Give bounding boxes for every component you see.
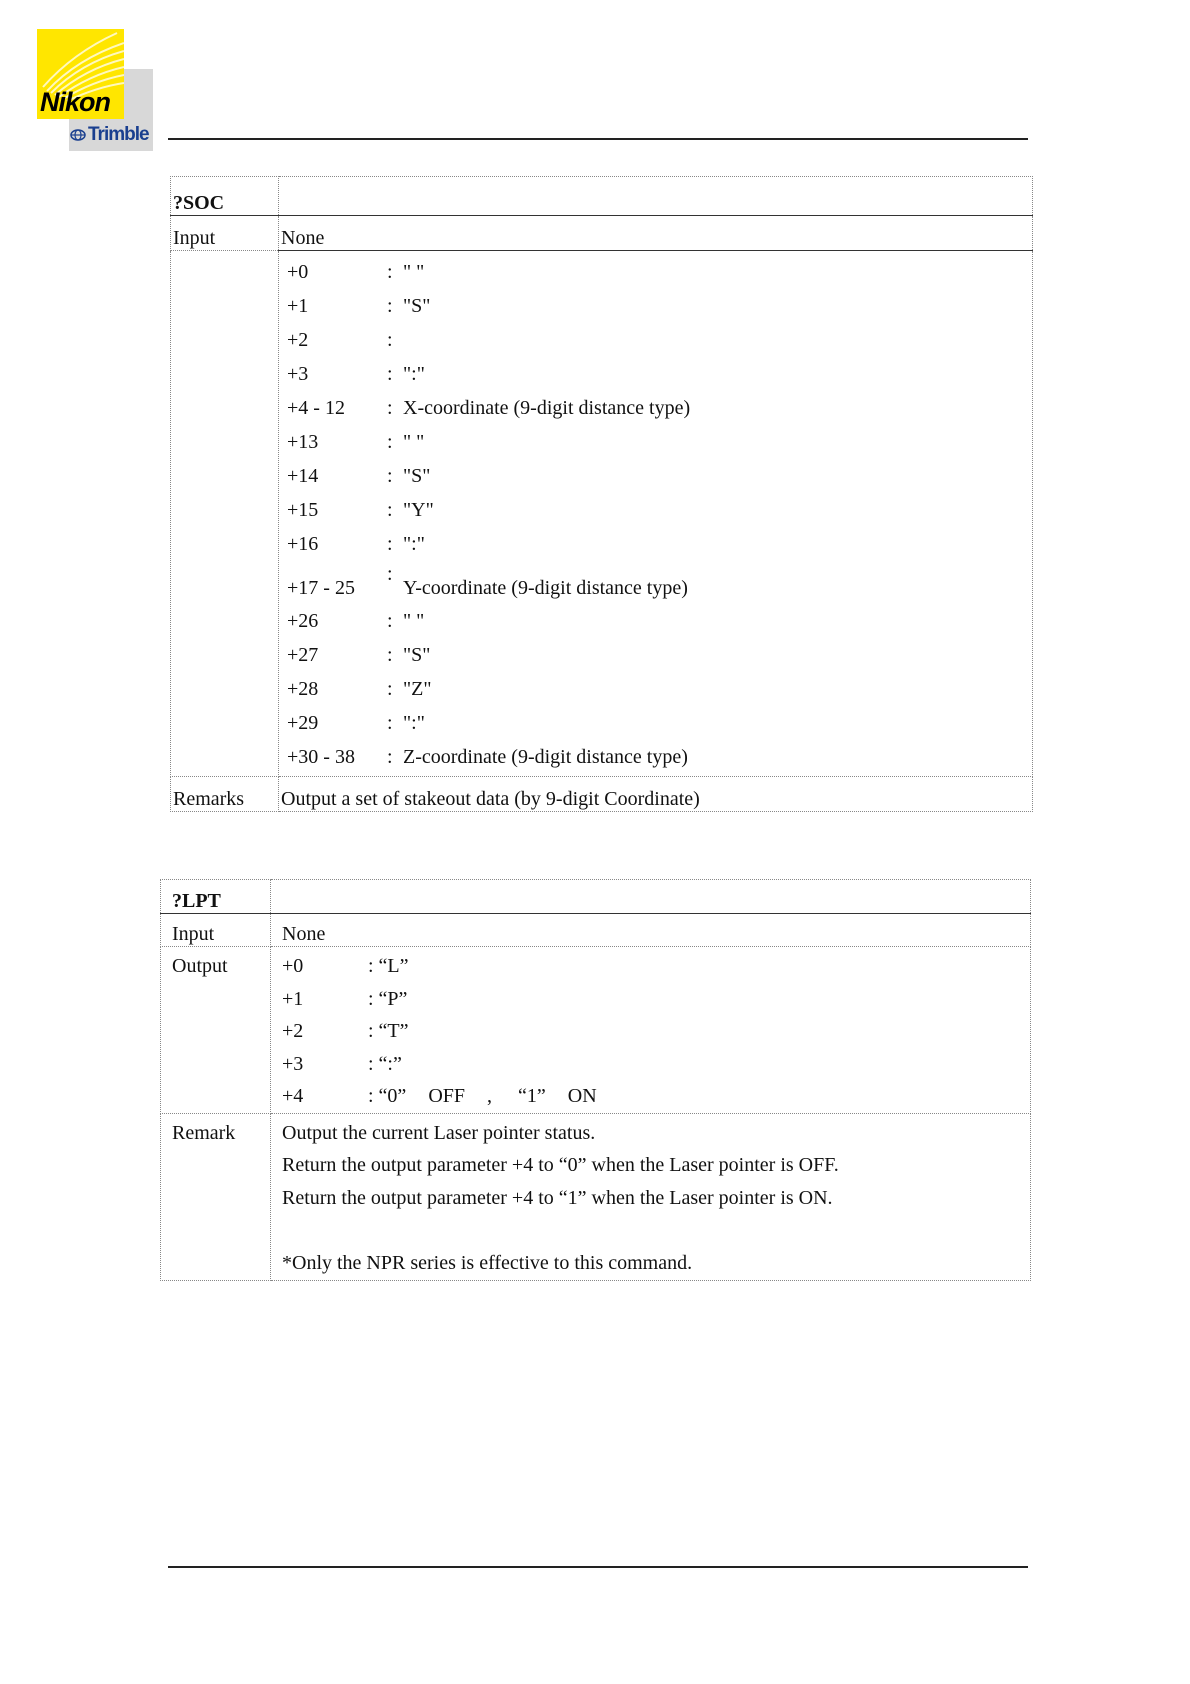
- soc-output-line: +29 : ":": [287, 712, 425, 734]
- lpt-command-table: [160, 879, 1031, 1281]
- lpt-remark-line: Return the output parameter +4 to “1” when the Laser pointer is ON.: [282, 1186, 833, 1209]
- soc-output-line: +28 : "Z": [287, 678, 432, 700]
- soc-remarks-value: Output a set of stakeout data (by 9-digit Coordinate): [279, 777, 1033, 812]
- lpt-output-line: +1 : “P”: [282, 987, 408, 1010]
- lpt-output-label: Output: [172, 955, 228, 977]
- lpt-output-label-cell: [161, 947, 271, 1114]
- soc-remarks-label: Remarks: [171, 777, 279, 812]
- soc-output-list: [281, 251, 1032, 776]
- soc-output-line: +0 : " ": [287, 261, 425, 283]
- soc-output-line: +27 : "S": [287, 644, 431, 666]
- soc-output-line: +13 : " ": [287, 431, 425, 453]
- soc-output-line: +26 : " ": [287, 610, 425, 632]
- soc-output-line: +1 : "S": [287, 295, 431, 317]
- soc-output-line: +30 - 38 : Z-coordinate (9-digit distance type): [287, 746, 688, 768]
- lpt-remark-cell: [271, 1113, 1031, 1280]
- lpt-input-label: Input: [161, 914, 271, 947]
- lpt-output-line: +3 : “:”: [282, 1052, 402, 1075]
- lpt-command-name: ?LPT: [161, 880, 271, 914]
- lpt-remark-label: Remark: [172, 1121, 236, 1144]
- logo-trimble-label: Trimble: [88, 124, 149, 145]
- trimble-globe-icon: [70, 129, 86, 141]
- logo-yellow-block: [37, 29, 124, 119]
- lpt-output-cell: [271, 947, 1031, 1114]
- soc-output-line: +14 : "S": [287, 465, 431, 487]
- lpt-remark-label-cell: [161, 1113, 271, 1280]
- soc-output-line: +17 - 25 : Y-coordinate (9-digit distance type): [287, 563, 688, 599]
- lpt-command-header-blank: [271, 880, 1031, 914]
- lpt-remark-list: [282, 1114, 1030, 1280]
- lpt-output-list: [282, 947, 1030, 1113]
- soc-output-cell: [279, 251, 1033, 777]
- logo-nikon-text: Nikon: [40, 87, 111, 117]
- lpt-remark-spacer: [282, 1214, 1030, 1247]
- soc-command-header-blank: [279, 177, 1033, 216]
- lpt-remark-line: Output the current Laser pointer status.: [282, 1121, 596, 1144]
- company-logo: [37, 29, 153, 151]
- soc-output-line: +15 : "Y": [287, 499, 434, 521]
- soc-output-label-cell: [171, 251, 279, 777]
- soc-output-line: +4 - 12 : X-coordinate (9-digit distance type): [287, 397, 691, 419]
- lpt-output-line: +0 : “L”: [282, 955, 409, 977]
- soc-output-line: +3 : ":": [287, 363, 425, 385]
- soc-command-name: ?SOC: [171, 177, 279, 216]
- lpt-output-line: +4 : “0” OFF , “1” ON: [282, 1085, 597, 1107]
- lpt-input-value: None: [271, 914, 1031, 947]
- soc-output-line: +2 :: [287, 329, 393, 351]
- soc-command-table: [170, 176, 1033, 812]
- header-rule: [168, 138, 1028, 140]
- soc-input-label: Input: [171, 216, 279, 251]
- lpt-remark-line: Return the output parameter +4 to “0” when the Laser pointer is OFF.: [282, 1154, 839, 1176]
- lpt-output-line: +2 : “T”: [282, 1020, 409, 1042]
- footer-rule: [168, 1566, 1028, 1568]
- soc-output-line: +16 : ":": [287, 533, 425, 555]
- logo-trimble-text: [70, 124, 149, 146]
- lpt-remark-note: *Only the NPR series is effective to this command.: [282, 1251, 693, 1274]
- soc-input-value: None: [279, 216, 1033, 251]
